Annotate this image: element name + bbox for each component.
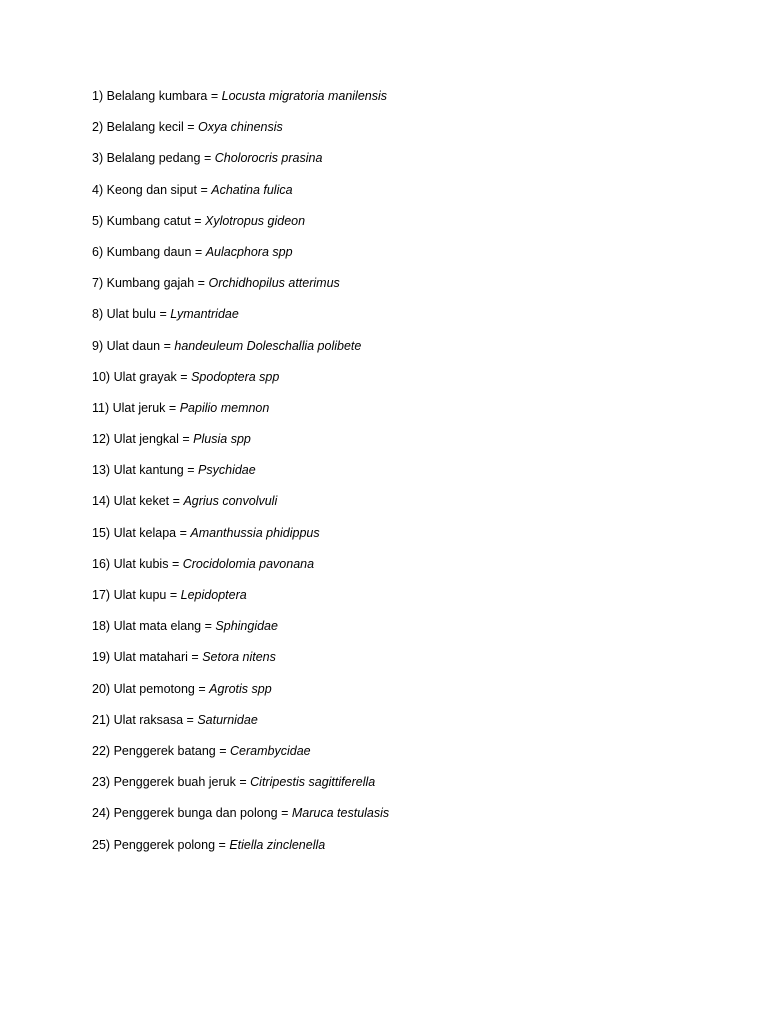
item-number: 2) [92,120,104,135]
list-item [92,87,389,118]
list-item [92,524,389,555]
list-item [92,274,389,305]
scientific-name: Spodoptera spp [191,369,280,384]
equals-sign: = [187,120,195,135]
scientific-name: Papilio memnon [179,400,270,415]
item-number: 20) [92,681,111,696]
scientific-name: Aulacphora spp [205,244,293,259]
common-name: Ulat matahari [113,650,188,665]
list-item [92,711,389,742]
item-number: 13) [92,463,111,478]
item-number: 21) [92,712,111,727]
common-name: Kumbang gajah [106,276,195,291]
common-name: Kumbang daun [106,244,192,259]
list-item [92,648,389,679]
list-item [92,742,389,773]
equals-sign: = [281,806,289,821]
scientific-name: Achatina fulica [211,182,293,197]
item-number: 12) [92,432,111,447]
common-name: Ulat kubis [113,556,169,571]
equals-sign: = [171,556,180,571]
common-name: Ulat pemotong [113,681,195,696]
scientific-name: Plusia spp [193,432,251,447]
list-item [92,680,389,711]
common-name: Belalang kumbara [106,89,208,103]
scientific-name: Amanthussia phidippus [190,525,320,540]
list-item [92,149,389,180]
item-number: 17) [92,588,111,602]
equals-sign: = [239,775,247,790]
common-name: Ulat jeruk [112,400,166,415]
item-number: 19) [92,650,111,665]
equals-sign: = [191,650,199,665]
equals-sign: = [179,525,187,540]
item-number: 25) [92,837,111,852]
pest-list [92,87,389,867]
scientific-name: Oxya chinensis [198,120,283,135]
scientific-name: Crocidolomia pavonana [182,556,315,571]
scientific-name: Setora nitens [202,650,276,665]
common-name: Ulat grayak [113,369,177,384]
equals-sign: = [163,338,171,353]
common-name: Ulat raksasa [113,712,184,727]
equals-sign: = [194,213,202,228]
common-name: Belalang pedang [106,151,201,166]
equals-sign: = [169,588,178,602]
list-item [92,243,389,274]
common-name: Ulat kupu [113,588,167,602]
equals-sign: = [219,743,227,758]
list-item [92,617,389,648]
scientific-name: Agrius convolvuli [183,494,278,509]
scientific-name: Etiella zinclenella [229,837,326,852]
equals-sign: = [187,463,195,478]
list-item [92,492,389,523]
equals-sign: = [186,712,194,727]
item-number: 14) [92,494,111,509]
equals-sign: = [172,494,180,509]
equals-sign: = [159,307,167,322]
list-item [92,430,389,461]
equals-sign: = [200,182,208,197]
common-name: Ulat daun [106,338,161,353]
scientific-name: Lymantridae [170,307,239,322]
scientific-name: Locusta migratoria manilensis [221,89,388,103]
list-item [92,461,389,492]
item-number: 10) [92,369,111,384]
common-name: Keong dan siput [106,182,197,197]
item-number: 8) [92,307,104,322]
scientific-name: Sphingidae [215,619,278,634]
equals-sign: = [203,151,212,166]
scientific-name: Xylotropus gideon [204,213,306,228]
item-number: 9) [92,338,104,353]
item-number: 15) [92,525,111,540]
equals-sign: = [218,837,226,852]
list-item [92,305,389,336]
common-name: Penggerek bunga dan polong [113,806,278,821]
item-number: 23) [92,775,111,790]
common-name: Penggerek polong [113,837,216,852]
scientific-name: Cholorocris prasina [214,151,323,166]
equals-sign: = [204,619,212,634]
list-item [92,118,389,149]
common-name: Ulat bulu [106,307,156,322]
common-name: Ulat kantung [113,463,184,478]
list-item [92,804,389,835]
list-item [92,181,389,212]
item-number: 6) [92,244,104,259]
item-number: 7) [92,276,104,291]
common-name: Belalang kecil [106,120,184,135]
scientific-name: Maruca testulasis [291,806,390,821]
equals-sign: = [180,369,188,384]
equals-sign: = [210,89,219,103]
item-number: 1) [92,89,104,103]
item-number: 16) [92,556,111,571]
scientific-name: Agrotis spp [209,681,272,696]
list-item [92,337,389,368]
item-number: 5) [92,213,104,228]
list-item [92,399,389,430]
item-number: 22) [92,743,111,758]
common-name: Penggerek batang [113,743,216,758]
equals-sign: = [194,244,203,259]
item-number: 24) [92,806,111,821]
item-number: 4) [92,182,104,197]
item-number: 18) [92,619,111,634]
list-item [92,555,389,586]
scientific-name: handeuleum Doleschallia polibete [174,338,362,353]
scientific-name: Psychidae [198,463,256,478]
scientific-name: Lepidoptera [180,588,247,602]
equals-sign: = [182,432,190,447]
common-name: Ulat jengkal [113,432,179,447]
scientific-name: Saturnidae [197,712,258,727]
list-item [92,836,389,867]
common-name: Ulat kelapa [113,525,177,540]
scientific-name: Cerambycidae [230,743,311,758]
item-number: 11) [92,400,110,415]
scientific-name: Orchidhopilus atterimus [208,276,340,291]
equals-sign: = [198,681,206,696]
list-item [92,368,389,399]
common-name: Ulat keket [113,494,170,509]
equals-sign: = [168,400,177,415]
list-item [92,212,389,243]
common-name: Ulat mata elang [113,619,202,634]
scientific-name: Citripestis sagittiferella [250,775,376,790]
item-number: 3) [92,151,104,166]
common-name: Penggerek buah jeruk [113,775,236,790]
equals-sign: = [197,276,205,291]
list-item [92,773,389,804]
common-name: Kumbang catut [106,213,191,228]
list-item [92,586,389,617]
